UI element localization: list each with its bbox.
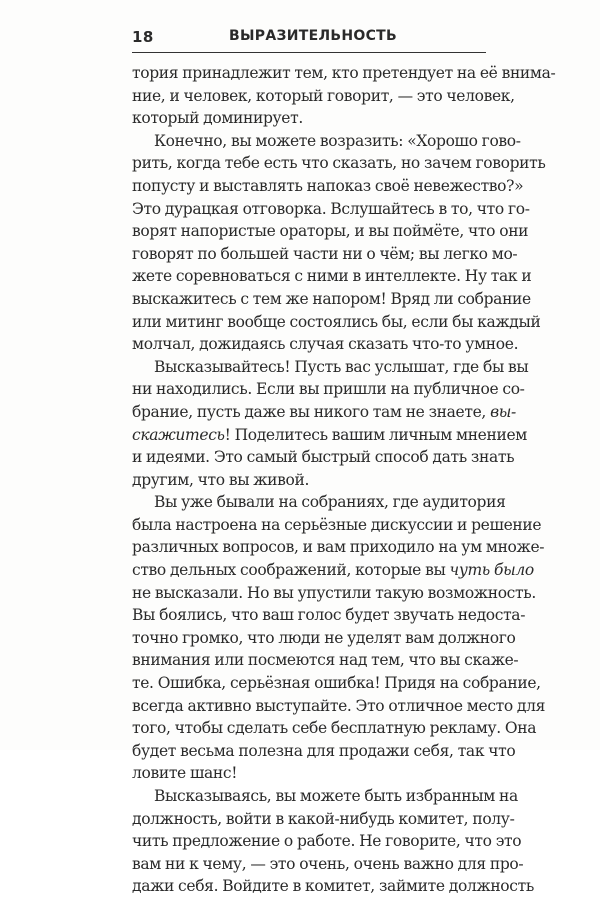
header-rule (132, 52, 486, 53)
text-line: Вы уже бывали на собраниях, где аудитория (154, 493, 506, 512)
text-line (132, 559, 534, 582)
text-line: ние, и человек, который говорит, — это человек, (132, 86, 515, 105)
page-header (132, 28, 486, 50)
text-line: Высказывайтесь! Пусть вас услышат, где бы вы (154, 357, 529, 376)
text-line: не высказали. Но вы упустили такую возможность. (132, 583, 536, 602)
text-line: различных вопросов, и вам приходило на ум множе- (132, 538, 545, 557)
text-line: внимания или посмеются над тем, что вы скаже- (132, 651, 519, 670)
text-line: чить предложение о работе. Не говорите, что это (132, 832, 522, 851)
text-line: ни находились. Если вы пришли на публичное со- (132, 380, 525, 399)
text-line: жете соревноваться с ними в интеллекте. Ну так и (132, 267, 532, 286)
text-line: или митинг вообще состоялись бы, если бы каждый (132, 312, 541, 331)
text-line: всегда активно выступайте. Это отличное место для (132, 696, 546, 715)
body-text (132, 62, 556, 898)
text-line: рить, когда тебе есть что сказать, но зачем говорить (132, 154, 546, 173)
text-line: была настроена на серьёзные дискуссии и решение (132, 515, 542, 534)
text-line: говорят по большей части ни о чём; вы легко мо- (132, 244, 518, 263)
italic-fragment: вы- (490, 402, 516, 421)
text-line: выскажитесь с тем же напором! Вряд ли собрание (132, 289, 531, 308)
text-line: Высказываясь, вы можете быть избранным на (154, 787, 518, 805)
text-line: молчал, дожидаясь случая сказать что-то умное. (132, 335, 519, 354)
text-line: того, чтобы сделать себе бесплатную рекламу. Она (132, 719, 537, 738)
text-line: Вы боялись, что ваш голос будет звучать недоста- (132, 606, 526, 625)
page-number: 18 (132, 28, 154, 46)
running-title: ВЫРАЗИТЕЛЬНОСТЬ (229, 28, 397, 44)
text-line: Это дурацкая отговорка. Вслушайтесь в то, что го- (132, 199, 530, 218)
text-line: попусту и выставлять напоказ своё невежество?» (132, 176, 524, 195)
text-line: ворят напористые ораторы, и вы поймёте, что они (132, 222, 529, 241)
italic-fragment: скажитесь (132, 425, 225, 444)
text-line: другим, что вы живой. (132, 470, 310, 489)
text-line: вам ни к чему, — это очень, очень важно для про- (132, 854, 524, 873)
text-line (132, 401, 516, 424)
text-fragment: ! Поделитесь вашим личным мнением (224, 425, 527, 444)
text-line: который доминирует. (132, 109, 303, 128)
text-line: и идеями. Это самый быстрый способ дать знать (132, 448, 515, 467)
text-line: те. Ошибка, серьёзная ошибка! Придя на собрание, (132, 674, 541, 693)
text-line: ловите шанс! (132, 764, 238, 783)
text-line: дажи себя. Войдите в комитет, займите должность (132, 877, 534, 896)
text-fragment: брание, пусть даже вы никого там не знаете, (132, 402, 491, 421)
text-line: должность, войти в какой-нибудь комитет, полу- (132, 809, 515, 828)
text-line: Конечно, вы можете возразить: «Хорошо гово- (154, 131, 521, 150)
text-line: будет весьма полезна для продажи себя, так что (132, 741, 516, 760)
text-fragment: ство дельных соображений, которые вы (132, 561, 450, 580)
text-line (132, 424, 527, 447)
text-line: тория принадлежит тем, кто претендует на её внима- (132, 64, 556, 82)
text-line: точно громко, что люди не уделят вам должного (132, 628, 516, 647)
italic-fragment: чуть было (449, 561, 534, 580)
